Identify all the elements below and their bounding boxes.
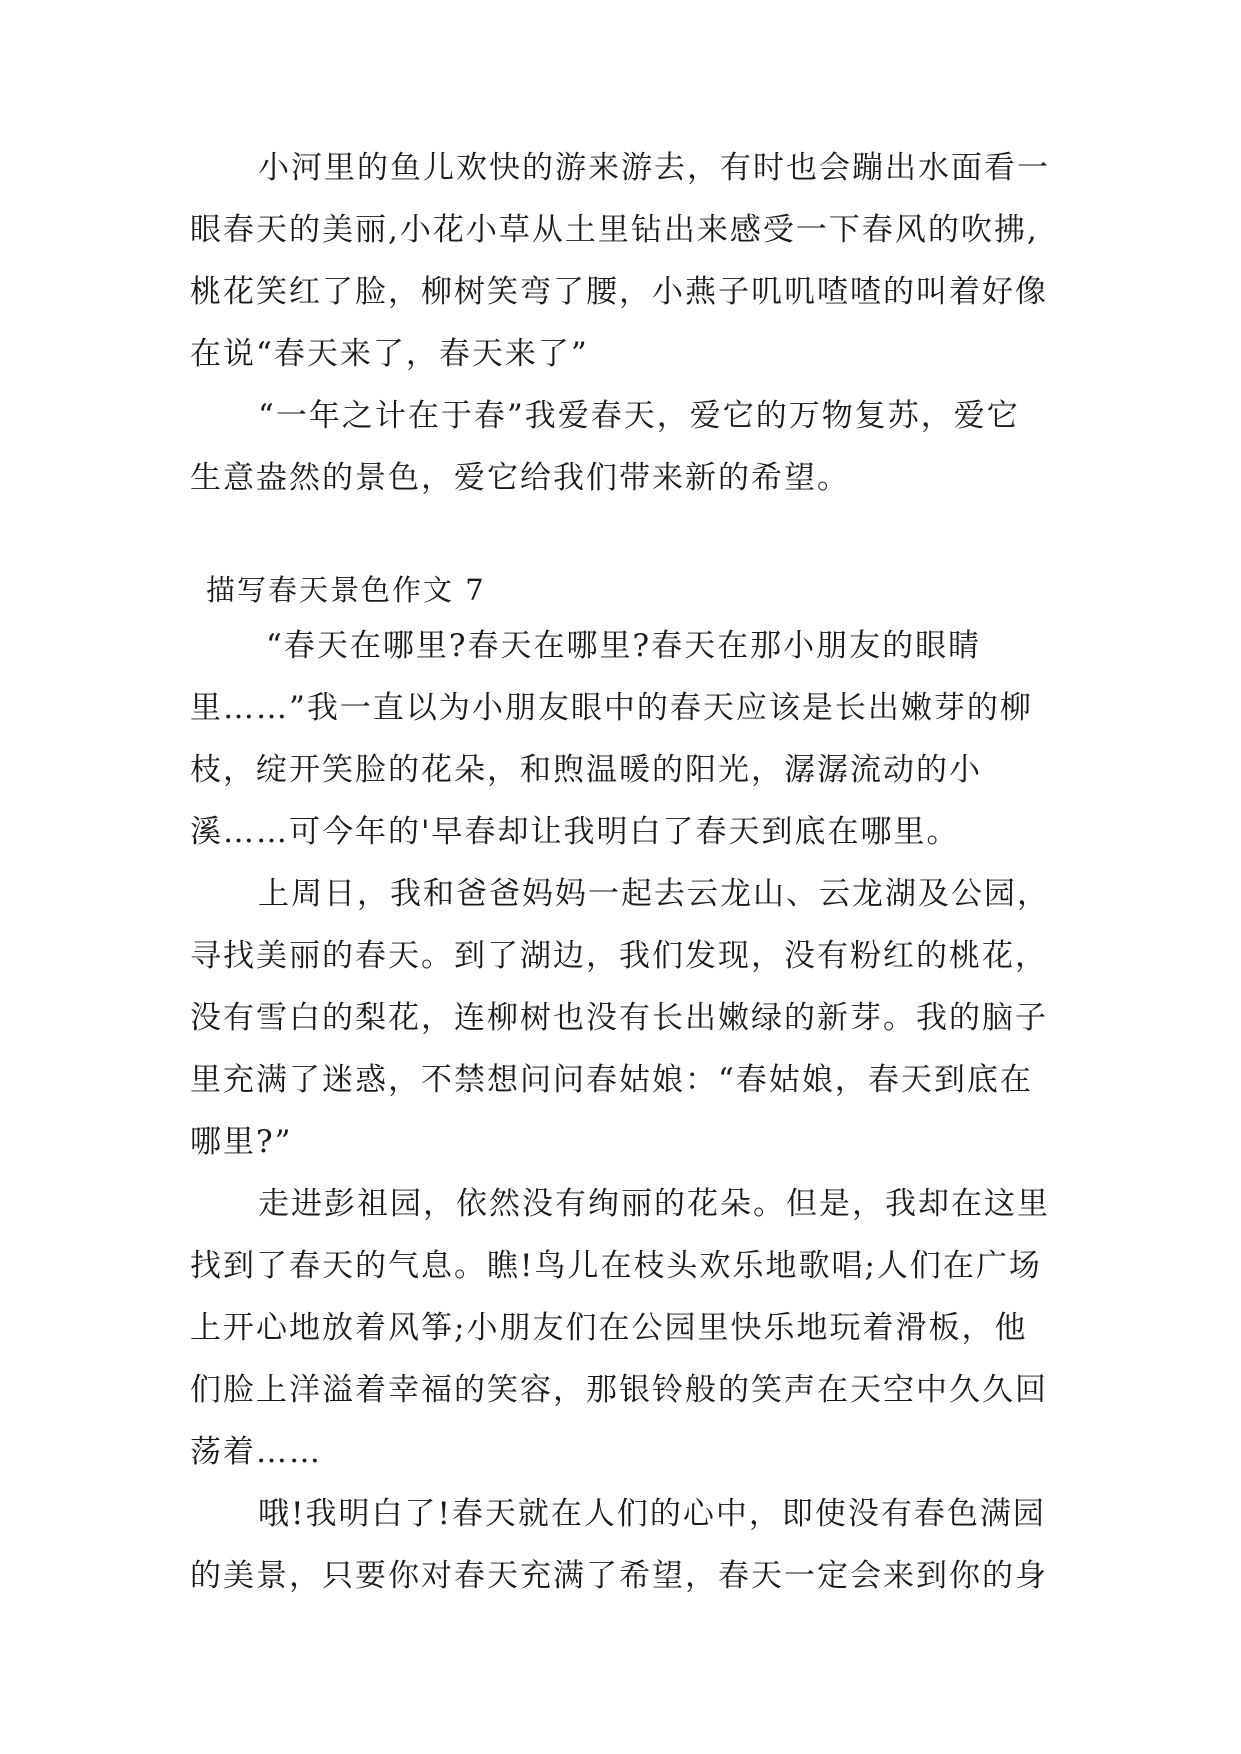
text-line: 里充满了迷惑，不禁想问问春姑娘：“春姑娘，春天到底在 (190, 1062, 1033, 1098)
text-line: 哪里?” (190, 1124, 293, 1160)
text-line: 里……”我一直以为小朋友眼中的春天应该是长出嫩芽的柳 (190, 690, 1033, 726)
text-line: 寻找美丽的春天。到了湖边，我们发现，没有粉红的桃花， (190, 938, 1048, 974)
text-line: “一年之计在于春”我爱春天，爱它的万物复苏，爱它 (258, 398, 1020, 434)
text-line: “春天在哪里?春天在哪里?春天在那小朋友的眼睛 (266, 628, 982, 664)
text-line: 桃花笑红了脸，柳树笑弯了腰，小燕子叽叽喳喳的叫着好像 (190, 274, 1048, 310)
text-line: 上周日，我和爸爸妈妈一起去云龙山、云龙湖及公园， (258, 876, 1050, 912)
text-line: 溪……可今年的'早春却让我明白了春天到底在哪里。 (190, 814, 960, 850)
text-line: 在说“春天来了，春天来了” (190, 336, 589, 372)
text-line: 上开心地放着风筝;小朋友们在公园里快乐地玩着滑板，他 (190, 1310, 1028, 1346)
text-line: 小河里的鱼儿欢快的游来游去，有时也会蹦出水面看一 (258, 150, 1050, 186)
section-heading: 描写春天景色作文 7 (206, 573, 486, 607)
text-line: 生意盎然的景色，爱它给我们带来新的希望。 (190, 460, 850, 496)
text-line: 没有雪白的梨花，连柳树也没有长出嫩绿的新芽。我的脑子 (190, 1000, 1048, 1036)
text-line: 走进彭祖园，依然没有绚丽的花朵。但是，我却在这里 (258, 1186, 1050, 1222)
text-line: 枝，绽开笑脸的花朵，和煦温暖的阳光，潺潺流动的小 (190, 752, 982, 788)
text-line: 荡着…… (190, 1434, 322, 1470)
text-line: 的美景，只要你对春天充满了希望，春天一定会来到你的身 (190, 1558, 1048, 1594)
text-line: 们脸上洋溢着幸福的笑容，那银铃般的笑声在天空中久久回 (190, 1372, 1048, 1408)
text-line: 眼春天的美丽,小花小草从土里钻出来感受一下春风的吹拂, (190, 212, 1039, 248)
text-line: 找到了春天的气息。瞧!鸟儿在枝头欢乐地歌唱;人们在广场 (190, 1248, 1042, 1284)
text-line: 哦!我明白了!春天就在人们的心中，即使没有春色满园 (258, 1496, 1046, 1532)
